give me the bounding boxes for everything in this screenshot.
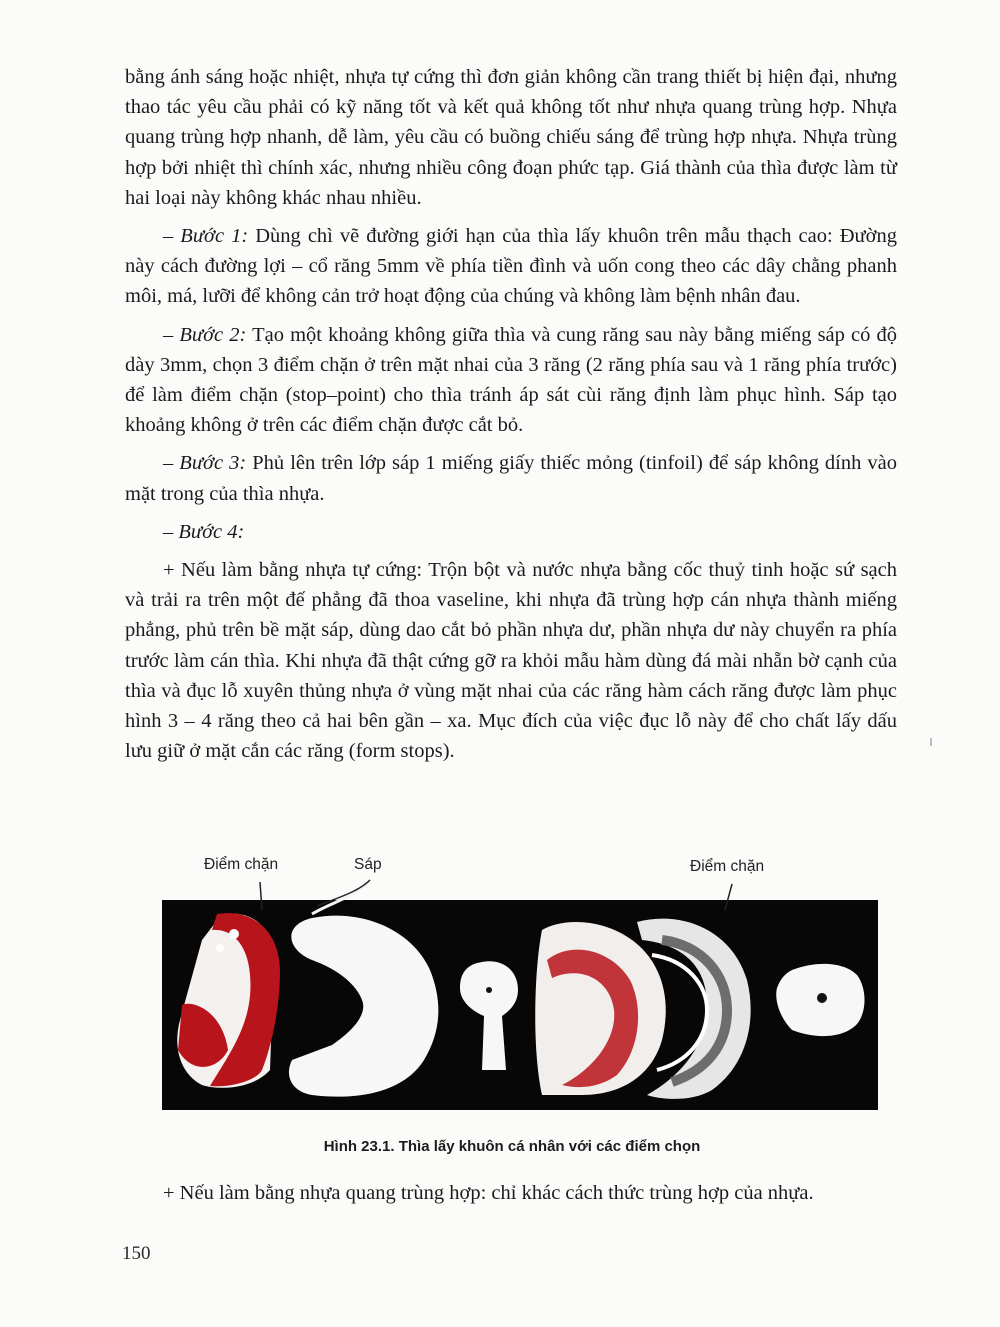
paragraph-step-4 xyxy=(125,517,897,547)
label-wax: Sáp xyxy=(354,856,382,873)
step-label: – Bước 3: xyxy=(163,452,247,475)
wax-spacer xyxy=(289,916,438,1097)
paragraph-step-2 xyxy=(125,320,897,441)
figure-caption: Hình 23.1. Thìa lấy khuôn cá nhân với các điểm chọn xyxy=(323,1138,701,1155)
paragraph-step-1 xyxy=(125,221,897,312)
tray-handle-piece xyxy=(460,961,518,1070)
handle-hole xyxy=(486,987,492,993)
step-label: – Bước 1: xyxy=(163,225,249,248)
label-leader-lines xyxy=(162,852,878,932)
paragraph-step-3 xyxy=(125,448,897,508)
page-number: 150 xyxy=(122,1243,151,1264)
step-label: – Bước 4: xyxy=(163,520,245,543)
paragraph-text: bằng ánh sáng hoặc nhiệt, nhựa tự cứng thì đơn giản không cần trang thiết bị hiện đại, nhưng thao tác yêu cầu phải có kỹ năng tốt và kết quả không tốt như nhựa quang trùng hợp. Nhựa quang trùng hợp nhanh, dễ làm, yêu cầu có buồng chiếu sáng để trùng hợp nhựa. Nhựa trùng hợp bởi nhiệt thì chính xác, nhưng nhiều công đoạn phức tạp. Giá thành của thìa được làm từ hai loại này không khác nhau nhiều. xyxy=(125,66,897,209)
paragraph-text: Phủ lên trên lớp sáp 1 miếng giấy thiếc mỏng (tinfoil) để sáp không dính vào mặt trong của thìa nhựa. xyxy=(125,452,898,505)
paragraph-text: Dùng chì vẽ đường giới hạn của thìa lấy khuôn trên mẫu thạch cao: Đường này cách đường lợi – cổ răng 5mm về phía tiền đình và uốn cong theo các dây chằng phanh môi, má, lưỡi để không cản trở hoạt động của chúng và không làm bệnh nhân đau. xyxy=(125,225,898,308)
step-label: – Bước 2: xyxy=(163,323,247,346)
handle-hole-right xyxy=(817,993,827,1003)
paragraph-light-cure: + Nếu làm bằng nhựa quang trùng hợp: chỉ khác cách thức trùng hợp của nhựa. xyxy=(163,1182,814,1204)
figure-23-1 xyxy=(162,852,878,1110)
label-stop-point-right: Điểm chặn xyxy=(690,858,765,875)
paragraph-text: Tạo một khoảng không giữa thìa và cung răng sau này bằng miếng sáp có độ dày 3mm, chọn 3 điểm chặn ở trên mặt nhai của 3 răng (2 răng phía sau và 1 răng phía trước) để làm điểm chặn (stop–point) cho thìa tránh áp sát cùi răng định làm phục hình. Sáp tạo khoảng không ở trên các điểm chặn được cắt bỏ. xyxy=(125,323,897,437)
leader-line-stop-right xyxy=(725,884,732,910)
body-text xyxy=(125,62,897,774)
paragraph-intro xyxy=(125,62,897,213)
leader-line-stop-left xyxy=(260,882,262,910)
leader-line-wax xyxy=(317,880,370,906)
paragraph-text: + Nếu làm bằng nhựa tự cứng: Trộn bột và nước nhựa bằng cốc thuỷ tinh hoặc sứ sạch và trải ra trên một đế phẳng đã thoa vaseline, khi nhựa đã trùng hợp cán nhựa thành miếng phẳng, phủ trên bề mặt sáp, dùng dao cắt bỏ phần nhựa dư, phần nhựa dư này chuyển ra phía trước làm cán thìa. Khi nhựa đã thật cứng gỡ ra khỏi mẫu hàm dùng đá mài nhẵn bờ cạnh của thìa và đục lỗ xuyên thủng nhựa ở vùng mặt nhai của các răng hàm cách răng được làm phục hình 3 – 4 răng theo cả hai bên gần – xa. Mục đích của việc đục lỗ này để cho chất lấy dấu lưu giữ ở mặt cắn các răng (form stops). xyxy=(125,559,897,763)
left-cast-dot xyxy=(216,944,224,952)
scan-speck xyxy=(930,738,932,746)
label-stop-point-left: Điểm chặn xyxy=(204,856,279,873)
paragraph-self-cure xyxy=(125,555,897,766)
